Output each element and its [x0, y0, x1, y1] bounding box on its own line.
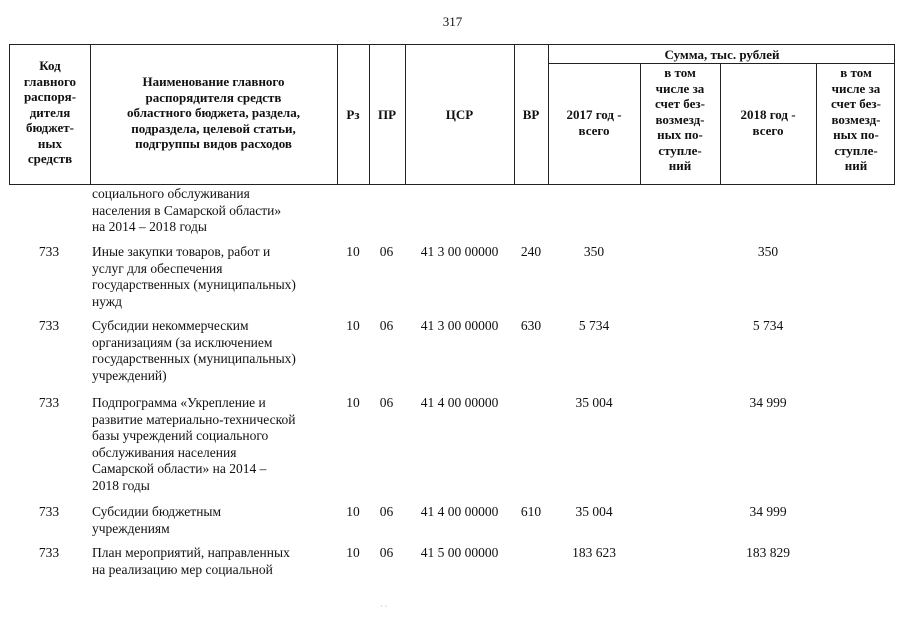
cell-code: 733 [38, 395, 60, 410]
cell-total-2018: 350 [757, 244, 779, 259]
cell-code: 733 [38, 244, 60, 259]
header-name: Наименование главного распорядителя средств областного бюджета, раздела, подраздела, целевой статьи, подгруппы видов расходов [127, 74, 300, 151]
cell-vr: 610 [520, 504, 542, 519]
header-total-2018: 2018 год - всего [740, 107, 796, 138]
header-code: Код главного распоря- дителя бюджет- ных средств [23, 58, 77, 166]
header-pr: ПР [377, 107, 397, 122]
cell-pr: 06 [379, 395, 394, 410]
header-incl-2018: в том числе за счет без- возмезд- ных по- ступле- ний [831, 65, 881, 173]
cell-total-2017: 35 004 [575, 504, 613, 519]
row-divider [548, 63, 894, 64]
cell-csr: 41 4 00 00000 [420, 395, 499, 410]
cell-name: Иные закупки товаров, работ и услуг для обеспечения государственных (муниципальных) нужд [92, 244, 296, 309]
table-header [9, 44, 895, 185]
cell-pr: 06 [379, 244, 394, 259]
cell-total-2018: 34 999 [749, 504, 787, 519]
cell-total-2017: 35 004 [575, 395, 613, 410]
header-csr: ЦСР [445, 107, 474, 122]
cell-rz: 10 [346, 244, 360, 259]
cell-rz: 10 [346, 504, 360, 519]
cell-csr: 41 5 00 00000 [420, 545, 499, 560]
cell-name: Подпрограмма «Укрепление и развитие материально-технической базы учреждений социального обслуживания населения Самарской области» на 2014 – 2018 годы [92, 395, 296, 493]
cell-pr: 06 [379, 318, 394, 333]
cell-pr: 06 [379, 504, 394, 519]
cell-total-2018: 183 829 [746, 545, 790, 560]
page-number: 317 [442, 14, 463, 29]
header-vr: ВР [522, 107, 540, 122]
cell-total-2018: 5 734 [752, 318, 784, 333]
cell-code: 733 [38, 504, 60, 519]
header-sum: Сумма, тыс. рублей [664, 47, 780, 62]
cell-total-2017: 350 [583, 244, 605, 259]
header-rz: Рз [346, 107, 360, 122]
cell-rz: 10 [346, 318, 360, 333]
cell-csr: 41 3 00 00000 [420, 244, 499, 259]
header-total-2017: 2017 год - всего [566, 107, 622, 138]
cell-code: 733 [38, 318, 60, 333]
cell-rz: 10 [346, 545, 360, 560]
cell-csr: 41 4 00 00000 [420, 504, 499, 519]
cell-name: Субсидии бюджетным учреждениям [92, 504, 222, 536]
cell-name: Субсидии некоммерческим организациям (за исключением государственных (муниципальных) учреждений) [92, 318, 296, 383]
header-incl-2017: в том числе за счет без- возмезд- ных по- ступле- ний [655, 65, 705, 173]
cell-code: 733 [38, 545, 60, 560]
cell-pr: 06 [379, 545, 394, 560]
cell-csr: 41 3 00 00000 [420, 318, 499, 333]
cell-total-2017: 183 623 [572, 545, 616, 560]
cell-total-2018: 34 999 [749, 395, 787, 410]
cell-name: План мероприятий, направленных на реализацию мер социальной [92, 545, 290, 577]
cell-rz: 10 [346, 395, 360, 410]
cell-total-2017: 5 734 [578, 318, 610, 333]
cell-vr: 240 [520, 244, 542, 259]
cell-name: социального обслуживания населения в Самарской области» на 2014 – 2018 годы [92, 186, 282, 234]
cell-vr: 630 [520, 318, 542, 333]
scan-artifact: · · [380, 602, 388, 611]
